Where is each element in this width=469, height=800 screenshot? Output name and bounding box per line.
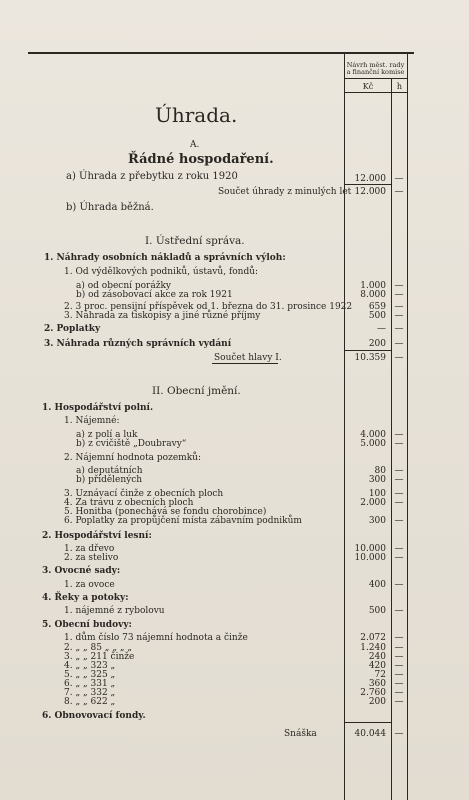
column-rule-right (407, 54, 408, 800)
intro-subtotal-dash: — (394, 187, 404, 197)
page-title: Úhrada. (155, 103, 238, 127)
intro-a-value: 12.000 (354, 174, 386, 184)
s2-value-24: 360 (368, 679, 386, 689)
s2-value-22: 420 (368, 661, 386, 671)
s2-dash-5: — (394, 466, 404, 476)
s2-value-20: 1.240 (360, 643, 386, 653)
s1-value-3: 8.000 (360, 290, 386, 300)
intro-b-label: b) Úhrada běžná. (66, 202, 154, 213)
s1-dash-6: — (394, 324, 404, 334)
s1-row-0: 1. Náhrady osobních nákladů a správních výloh: (44, 253, 286, 263)
s2-row-21: 3. „ „ 211 činže (64, 652, 135, 662)
s2-dash-17: — (394, 606, 404, 616)
s1-dash-4: — (394, 302, 404, 312)
column-rule-mid (391, 78, 392, 800)
s1-value-4: 659 (368, 302, 386, 312)
s2-dash-6: — (394, 475, 404, 485)
s2-row-8: 4. Za trávu z obecních ploch (64, 498, 194, 508)
s2-dash-24: — (394, 679, 404, 689)
s2-row-7: 3. Uznávací činže z obecních ploch (64, 489, 224, 499)
s1-value-2: 1.000 (360, 281, 386, 291)
s2-row-17: 1. nájemné z rybolovu (64, 606, 165, 616)
s2-row-9: 5. Honitba (ponechává se fondu chorobince) (64, 507, 267, 517)
s2-row-14: 3. Ovocné sady: (42, 566, 121, 576)
intro-subtotal-rule (345, 184, 391, 185)
s2-row-20: 2. „ „ 85 „ „ „ „ (64, 643, 133, 653)
s1-subtotal-rule (345, 350, 391, 351)
s2-value-10: 300 (368, 516, 386, 526)
s2-dash-8: — (394, 498, 404, 508)
s2-value-19: 2.072 (360, 633, 386, 643)
s2-value-7: 100 (368, 489, 386, 499)
s1-subtotal-label: Součet hlavy I. (214, 353, 282, 363)
currency-header: Kč (362, 82, 374, 91)
column-title-line1: Návrh měst. rady (346, 61, 405, 69)
s2-dash-19: — (394, 633, 404, 643)
carry-dash: — (394, 729, 404, 739)
s1-row-6: 2. Poplatky (44, 324, 101, 334)
s2-dash-26: — (394, 697, 404, 707)
s1-value-5: 500 (368, 311, 386, 321)
s2-dash-2: — (394, 430, 404, 440)
s1-dash-7: — (394, 339, 404, 349)
s2-value-5: 80 (374, 466, 386, 476)
carry-rule (345, 722, 391, 723)
s1-row-3: b) od zásobovací akce za rok 1921 (76, 290, 233, 300)
s2-value-25: 2.760 (360, 688, 386, 698)
s2-dash-7: — (394, 489, 404, 499)
s1-row-7: 3. Náhrada různých správních vydání (44, 339, 232, 349)
s2-row-24: 6. „ „ 331 „ (64, 679, 116, 689)
part-title: Řádné hospodaření. (128, 152, 274, 167)
s2-dash-10: — (394, 516, 404, 526)
s1-value-6: — (377, 324, 386, 334)
s2-row-10: 6. Poplatky za propůjčení místa zábavním podnikům (64, 516, 302, 526)
s1-dash-5: — (394, 311, 404, 321)
s2-value-12: 10.000 (354, 544, 386, 554)
s2-dash-3: — (394, 439, 404, 449)
s2-value-17: 500 (368, 606, 386, 616)
header-rule-2 (344, 92, 407, 93)
s2-value-3: 5.000 (360, 439, 386, 449)
s2-value-2: 4.000 (360, 430, 386, 440)
s2-row-13: 2. za stelivo (64, 553, 119, 563)
s1-subtotal-underline (212, 363, 278, 364)
s2-row-6: b) přidělených (76, 475, 143, 485)
s2-row-25: 7. „ „ 332 „ (64, 688, 116, 698)
s2-row-2: a) z polí a luk (76, 430, 138, 440)
s2-row-26: 8. „ „ 622 „ (64, 697, 116, 707)
s2-value-15: 400 (368, 580, 386, 590)
s2-row-0: 1. Hospodářství polní. (42, 403, 154, 413)
s2-value-13: 10.000 (354, 553, 386, 563)
carry-value: 40.044 (354, 729, 386, 739)
s1-dash-3: — (394, 290, 404, 300)
intro-a-label: a) Úhrada z přebytku z roku 1920 (66, 171, 238, 182)
s1-subtotal-dash: — (394, 353, 404, 363)
s2-row-11: 2. Hospodářství lesní: (42, 531, 152, 541)
s2-row-16: 4. Řeky a potoky: (42, 593, 129, 603)
column-title-line2: a finanční komise (346, 68, 405, 76)
s2-dash-22: — (394, 661, 404, 671)
s1-dash-2: — (394, 281, 404, 291)
s2-dash-13: — (394, 553, 404, 563)
s2-value-23: 72 (374, 670, 386, 680)
s2-dash-15: — (394, 580, 404, 590)
s2-row-22: 4. „ „ 323 „ (64, 661, 116, 671)
part-letter: A. (190, 140, 200, 150)
header-rule-1 (344, 78, 407, 79)
s1-row-5: 3. Náhrada za tiskopisy a jiné různé příjmy (64, 311, 261, 321)
s2-row-27: 6. Obnovovací fondy. (42, 711, 146, 721)
top-rule (28, 52, 414, 54)
s2-row-4: 2. Nájemní hodnota pozemků: (64, 453, 201, 463)
s2-row-3: b) z cvičiště „Doubravy“ (76, 439, 187, 449)
s2-value-8: 2.000 (360, 498, 386, 508)
s1-row-4: 2. 3 proc. pensijní příspěvek od 1. března do 31. prosince 1922 (64, 302, 353, 312)
intro-a-dash: — (394, 174, 404, 184)
s2-row-18: 5. Obecní budovy: (42, 620, 132, 630)
s1-row-2: a) od obecní porážky (76, 281, 171, 291)
s2-row-12: 1. za dřevo (64, 544, 115, 554)
intro-subtotal-value: 12.000 (354, 187, 386, 197)
s1-row-1: 1. Od výdělkových podniků, ústavů, fondů: (64, 267, 259, 277)
s2-row-19: 1. dům číslo 73 nájemní hodnota a činže (64, 633, 248, 643)
intro-subtotal-label: Součet úhrady z minulých let (218, 187, 352, 197)
section1-title: I. Ústřední správa. (145, 235, 245, 247)
s2-dash-23: — (394, 670, 404, 680)
s2-value-21: 240 (368, 652, 386, 662)
s2-value-6: 300 (368, 475, 386, 485)
s2-row-1: 1. Nájemné: (64, 416, 120, 426)
s2-row-15: 1. za ovoce (64, 580, 115, 590)
s2-dash-20: — (394, 643, 404, 653)
s2-dash-25: — (394, 688, 404, 698)
carry-label: Snáška (284, 729, 317, 739)
section2-title: II. Obecní jmění. (152, 385, 241, 397)
s2-row-5: a) deputátních (76, 466, 143, 476)
s2-row-23: 5. „ „ 325 „ (64, 670, 116, 680)
s2-dash-21: — (394, 652, 404, 662)
s2-dash-12: — (394, 544, 404, 554)
currency-minor-header: h (396, 82, 403, 91)
s1-value-7: 200 (368, 339, 386, 349)
s2-value-26: 200 (368, 697, 386, 707)
s1-subtotal-value: 10.359 (354, 353, 386, 363)
